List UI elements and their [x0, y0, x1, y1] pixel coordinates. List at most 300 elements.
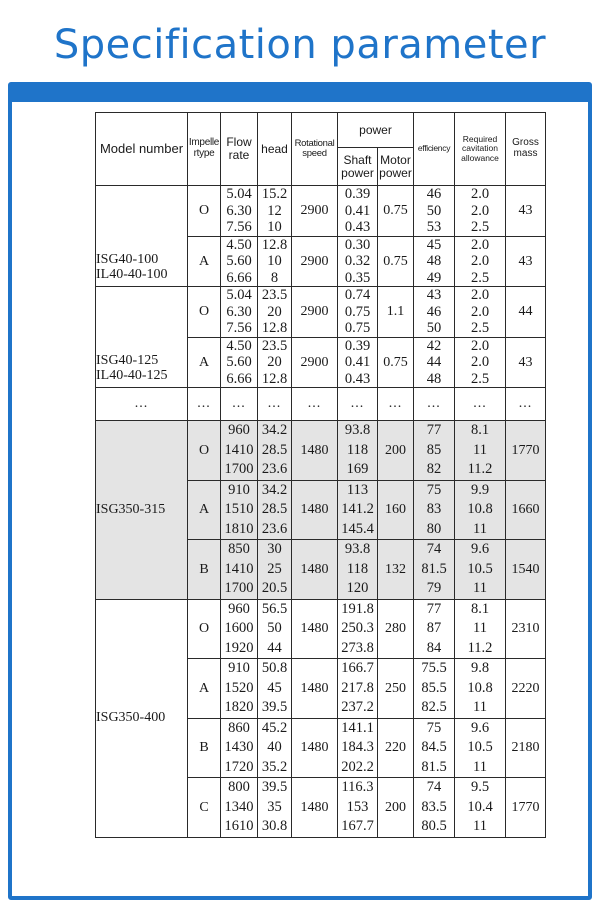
shaft-power-cell-value: 191.8	[341, 600, 374, 617]
head-cell	[258, 540, 292, 600]
header-model-number: Model number	[96, 113, 188, 186]
efficiency-cell-value: 82	[426, 461, 442, 477]
table-row	[96, 287, 546, 338]
impeller-type-cell: O	[188, 599, 221, 659]
flow-rate-cell-values	[221, 540, 257, 599]
cavitation-allowance-cell-value: 2.5	[470, 370, 490, 387]
header-rotational-speed: Rotational speed	[292, 113, 338, 186]
shaft-power-cell-values	[338, 719, 377, 778]
shaft-power-cell-value: 120	[346, 580, 369, 596]
cavitation-allowance-cell	[455, 718, 506, 778]
shaft-power-cell-value: 169	[346, 461, 369, 477]
shaft-power-cell-value: 118	[346, 560, 369, 577]
cavitation-allowance-cell-value: 2.5	[470, 269, 490, 286]
cavitation-allowance-cell-values	[455, 659, 505, 718]
model-number-text: ISG350-400	[96, 710, 166, 726]
gross-mass-cell: 1660	[506, 480, 546, 540]
shaft-power-cell	[338, 186, 378, 237]
head-cell	[258, 337, 292, 388]
rotational-speed-cell: 1480	[292, 421, 338, 481]
flow-rate-cell	[221, 236, 258, 287]
head-cell-value: 20	[267, 354, 282, 370]
flow-rate-cell-value: 6.66	[226, 370, 252, 387]
efficiency-cell	[414, 337, 455, 388]
flow-rate-cell-value: 1920	[224, 639, 254, 656]
gross-mass-cell: 2310	[506, 599, 546, 659]
head-cell	[258, 186, 292, 237]
flow-rate-cell	[221, 421, 258, 481]
head-cell-value: 23.5	[261, 287, 288, 303]
flow-rate-cell-value: 960	[228, 422, 250, 438]
flow-rate-cell	[221, 599, 258, 659]
cavitation-allowance-cell-value: 11	[473, 818, 487, 834]
head-cell-value: 12.8	[261, 370, 288, 387]
shaft-power-cell	[338, 421, 378, 481]
head-cell-value: 15.2	[261, 186, 288, 202]
efficiency-cell	[414, 236, 455, 287]
efficiency-cell-value: 84	[426, 639, 442, 656]
head-cell	[258, 778, 292, 838]
cavitation-allowance-cell-value: 10.5	[467, 560, 493, 577]
head-cell-value: 23.6	[261, 520, 288, 537]
shaft-power-cell-value: 0.30	[344, 236, 371, 253]
flow-rate-cell-value: 960	[228, 600, 250, 617]
flow-rate-cell	[221, 778, 258, 838]
rotational-speed-cell: 1480	[292, 659, 338, 719]
flow-rate-cell	[221, 337, 258, 388]
cavitation-allowance-cell-values	[455, 186, 505, 236]
flow-rate-cell-value: 7.56	[226, 320, 252, 336]
ellipsis-cell: ...	[258, 388, 292, 421]
cavitation-allowance-cell-value: 2.0	[470, 337, 490, 354]
cavitation-allowance-cell-value: 9.5	[470, 779, 490, 795]
flow-rate-cell-value: 1810	[224, 520, 254, 537]
cavitation-allowance-cell-values	[455, 540, 505, 599]
flow-rate-cell-value: 4.50	[226, 236, 252, 253]
head-cell-value: 10	[267, 253, 282, 269]
cavitation-allowance-cell-value: 2.5	[470, 320, 490, 336]
cavitation-allowance-cell-value: 2.0	[470, 354, 490, 370]
model-number-text: ISG40-100	[96, 251, 159, 267]
head-cell-values	[258, 481, 291, 540]
efficiency-cell	[414, 659, 455, 719]
efficiency-cell-values	[414, 287, 454, 337]
shaft-power-cell-value: 118	[346, 441, 369, 458]
head-cell-value: 39.5	[261, 699, 288, 715]
flow-rate-cell-value: 6.66	[226, 269, 252, 286]
head-cell-value: 50	[267, 620, 282, 636]
rotational-speed-cell: 2900	[292, 236, 338, 287]
shaft-power-cell	[338, 718, 378, 778]
model-number-cell	[96, 186, 188, 287]
gross-mass-cell: 2180	[506, 718, 546, 778]
flow-rate-cell-value: 5.60	[226, 354, 252, 370]
head-cell-value: 23.6	[261, 461, 288, 477]
flow-rate-cell-values	[221, 287, 257, 337]
head-cell-value: 20.5	[261, 580, 288, 596]
model-number-text: IL40-40-100	[96, 266, 168, 282]
cavitation-allowance-cell	[455, 186, 506, 237]
shaft-power-cell	[338, 236, 378, 287]
efficiency-cell	[414, 778, 455, 838]
ellipsis-cell: ...	[378, 388, 414, 421]
cavitation-allowance-cell	[455, 599, 506, 659]
head-cell-value: 8	[270, 269, 279, 286]
efficiency-cell-value: 48	[426, 370, 442, 387]
head-cell	[258, 236, 292, 287]
efficiency-cell-values	[414, 659, 454, 718]
flow-rate-cell-value: 910	[228, 660, 250, 676]
flow-rate-cell-value: 1410	[224, 560, 254, 577]
ellipsis-row	[96, 388, 546, 421]
efficiency-cell-value: 48	[426, 253, 442, 269]
rotational-speed-cell: 1480	[292, 718, 338, 778]
shaft-power-cell	[338, 659, 378, 719]
shaft-power-cell-value: 141.2	[341, 501, 374, 517]
efficiency-cell-value: 50	[426, 202, 442, 219]
efficiency-cell-value: 85.5	[421, 679, 447, 696]
shaft-power-cell	[338, 287, 378, 338]
shaft-power-cell-value: 0.39	[344, 337, 371, 354]
head-cell-value: 12.8	[261, 320, 288, 336]
cavitation-allowance-cell-value: 11	[473, 699, 487, 715]
rotational-speed-cell: 2900	[292, 287, 338, 338]
head-cell	[258, 287, 292, 338]
head-cell-value: 28.5	[261, 441, 288, 458]
flow-rate-cell-values	[221, 421, 257, 480]
shaft-power-cell-value: 273.8	[341, 639, 374, 656]
cavitation-allowance-cell-value: 11.2	[467, 461, 493, 477]
head-cell-value: 25	[267, 560, 282, 577]
ellipsis-cell: ...	[96, 388, 188, 421]
flow-rate-cell-value: 1700	[224, 461, 254, 477]
efficiency-cell-value: 80.5	[421, 818, 447, 834]
efficiency-cell-value: 81.5	[421, 560, 447, 577]
cavitation-allowance-cell-values	[455, 338, 505, 388]
head-cell-value: 28.5	[261, 501, 288, 517]
flow-rate-cell-value: 860	[228, 719, 250, 736]
flow-rate-cell-value: 4.50	[226, 337, 252, 354]
cavitation-allowance-cell-value: 10.8	[467, 679, 493, 696]
cavitation-allowance-cell-values	[455, 600, 505, 659]
shaft-power-cell-values	[338, 338, 377, 388]
shaft-power-cell-value: 141.1	[341, 719, 374, 736]
cavitation-allowance-cell-value: 9.6	[470, 719, 490, 736]
cavitation-allowance-cell-value: 11.2	[467, 639, 493, 656]
efficiency-cell-values	[414, 600, 454, 659]
cavitation-allowance-cell-value: 2.0	[470, 236, 490, 253]
cavitation-allowance-cell-value: 2.0	[470, 287, 490, 303]
flow-rate-cell	[221, 287, 258, 338]
efficiency-cell-value: 49	[426, 269, 442, 286]
shaft-power-cell-value: 116.3	[341, 779, 374, 795]
efficiency-cell	[414, 186, 455, 237]
rotational-speed-cell: 1480	[292, 778, 338, 838]
shaft-power-cell-value: 0.41	[344, 202, 371, 219]
shaft-power-cell-value: 237.2	[341, 699, 374, 715]
header-flow-rate: Flow rate	[221, 113, 258, 186]
flow-rate-cell-value: 1520	[224, 679, 254, 696]
ellipsis-cell: ...	[292, 388, 338, 421]
flow-rate-cell-value: 7.56	[226, 219, 252, 235]
cavitation-allowance-cell-values	[455, 719, 505, 778]
ellipsis-cell: ...	[221, 388, 258, 421]
header-head: head	[258, 113, 292, 186]
page-title: Specification parameter	[53, 22, 547, 68]
cavitation-allowance-cell	[455, 337, 506, 388]
cavitation-allowance-cell-value: 9.6	[470, 541, 490, 557]
efficiency-cell-value: 77	[426, 600, 442, 617]
header-motor-power: Motor power	[378, 148, 414, 186]
cavitation-allowance-cell-value: 2.5	[470, 219, 490, 235]
model-number-text: ISG350-315	[96, 502, 166, 518]
gross-mass-cell: 1770	[506, 778, 546, 838]
flow-rate-cell-value: 1820	[224, 699, 254, 715]
gross-mass-cell: 1770	[506, 421, 546, 481]
header-gross-mass: Gross mass	[506, 113, 546, 186]
model-number-text: ISG40-125	[96, 352, 159, 368]
cavitation-allowance-cell-value: 11	[473, 520, 487, 537]
shaft-power-cell	[338, 599, 378, 659]
header-power: power	[338, 113, 414, 148]
motor-power-cell: 200	[378, 421, 414, 481]
header-shaft-power: Shaft power	[338, 148, 378, 186]
shaft-power-cell-value: 0.43	[344, 219, 371, 235]
flow-rate-cell-values	[221, 778, 257, 837]
efficiency-cell-value: 83	[426, 501, 442, 517]
flow-rate-cell-value: 1720	[224, 758, 254, 775]
cavitation-allowance-cell-value: 2.0	[470, 186, 490, 202]
impeller-type-cell: A	[188, 480, 221, 540]
shaft-power-cell-value: 250.3	[341, 620, 374, 636]
motor-power-cell: 1.1	[378, 287, 414, 338]
efficiency-cell	[414, 421, 455, 481]
flow-rate-cell-value: 5.60	[226, 253, 252, 269]
shaft-power-cell-values	[338, 186, 377, 236]
flow-rate-cell-value: 5.04	[226, 287, 252, 303]
shaft-power-cell	[338, 540, 378, 600]
impeller-type-cell: A	[188, 337, 221, 388]
shaft-power-cell	[338, 337, 378, 388]
head-cell-values	[258, 719, 291, 778]
flow-rate-cell	[221, 659, 258, 719]
flow-rate-cell-value: 1340	[224, 798, 254, 815]
head-cell-value: 40	[267, 739, 282, 755]
efficiency-cell-value: 77	[426, 422, 442, 438]
flow-rate-cell-value: 800	[228, 779, 250, 795]
table-row	[96, 186, 546, 237]
cavitation-allowance-cell-value: 10.5	[467, 739, 493, 755]
head-cell-values	[258, 659, 291, 718]
cavitation-allowance-cell-values	[455, 237, 505, 287]
flow-rate-cell-value: 1430	[224, 739, 254, 755]
flow-rate-cell-values	[221, 481, 257, 540]
efficiency-cell-value: 43	[426, 287, 442, 303]
motor-power-cell: 220	[378, 718, 414, 778]
shaft-power-cell-value: 0.75	[344, 303, 371, 320]
efficiency-cell-values	[414, 719, 454, 778]
cavitation-allowance-cell-value: 2.0	[470, 303, 490, 320]
ellipsis-cell: ...	[414, 388, 455, 421]
impeller-type-cell: B	[188, 540, 221, 600]
cavitation-allowance-cell-value: 11	[473, 620, 487, 636]
head-cell-value: 35.2	[261, 758, 288, 775]
shaft-power-cell-values	[338, 540, 377, 599]
shaft-power-cell-value: 202.2	[341, 758, 374, 775]
efficiency-cell-value: 50	[426, 320, 442, 336]
efficiency-cell	[414, 718, 455, 778]
shaft-power-cell	[338, 778, 378, 838]
ellipsis-cell: ...	[506, 388, 546, 421]
efficiency-cell	[414, 599, 455, 659]
flow-rate-cell-value: 1700	[224, 580, 254, 596]
head-cell	[258, 659, 292, 719]
flow-rate-cell	[221, 718, 258, 778]
impeller-type-cell: O	[188, 421, 221, 481]
flow-rate-cell-value: 1600	[224, 620, 254, 636]
header-impeller-type: Impelle rtype	[188, 113, 221, 186]
gross-mass-cell: 43	[506, 236, 546, 287]
shaft-power-cell-value: 0.39	[344, 186, 371, 202]
flow-rate-cell-value: 910	[228, 481, 250, 498]
ellipsis-cell: ...	[455, 388, 506, 421]
shaft-power-cell-value: 0.75	[344, 320, 371, 336]
header-efficiency: efficiency	[414, 113, 455, 186]
cavitation-allowance-cell-value: 8.1	[470, 600, 490, 617]
efficiency-cell-value: 80	[426, 520, 442, 537]
impeller-type-cell: A	[188, 659, 221, 719]
rotational-speed-cell: 1480	[292, 599, 338, 659]
cavitation-allowance-cell-value: 11	[473, 580, 487, 596]
cavitation-allowance-cell	[455, 421, 506, 481]
cavitation-allowance-cell	[455, 287, 506, 338]
shaft-power-cell-value: 217.8	[341, 679, 374, 696]
gross-mass-cell: 44	[506, 287, 546, 338]
efficiency-cell-value: 84.5	[421, 739, 447, 755]
efficiency-cell-values	[414, 540, 454, 599]
efficiency-cell	[414, 287, 455, 338]
head-cell-value: 56.5	[261, 600, 288, 617]
head-cell-value: 12	[267, 202, 282, 219]
cavitation-allowance-cell-value: 11	[473, 758, 487, 775]
shaft-power-cell-values	[338, 778, 377, 837]
efficiency-cell-values	[414, 338, 454, 388]
flow-rate-cell-value: 850	[228, 541, 250, 557]
shaft-power-cell-value: 184.3	[341, 739, 374, 755]
table-row	[96, 421, 546, 481]
cavitation-allowance-cell-value: 8.1	[470, 422, 490, 438]
shaft-power-cell-value: 145.4	[341, 520, 374, 537]
head-cell-value: 44	[267, 639, 282, 656]
shaft-power-cell-values	[338, 237, 377, 287]
shaft-power-cell-value: 113	[346, 481, 369, 498]
ellipsis-cell: ...	[338, 388, 378, 421]
motor-power-cell: 0.75	[378, 186, 414, 237]
head-cell-value: 34.2	[261, 481, 288, 498]
shaft-power-cell-value: 93.8	[344, 422, 371, 438]
head-cell-value: 50.8	[261, 660, 288, 676]
head-cell-values	[258, 600, 291, 659]
head-cell-values	[258, 421, 291, 480]
model-number-cell	[96, 287, 188, 388]
flow-rate-cell-values	[221, 719, 257, 778]
motor-power-cell: 200	[378, 778, 414, 838]
head-cell-value: 45	[267, 679, 282, 696]
cavitation-allowance-cell-values	[455, 778, 505, 837]
efficiency-cell	[414, 540, 455, 600]
header-required-cavitation-allowance: Required cavitation allowance	[455, 113, 506, 186]
cavitation-allowance-cell-value: 10.8	[467, 501, 493, 517]
gross-mass-cell: 43	[506, 186, 546, 237]
cavitation-allowance-cell-value: 9.9	[470, 481, 490, 498]
cavitation-allowance-cell	[455, 659, 506, 719]
efficiency-cell-value: 45	[426, 236, 442, 253]
shaft-power-cell-values	[338, 287, 377, 337]
head-cell-values	[258, 338, 291, 388]
head-cell-value: 34.2	[261, 422, 288, 438]
flow-rate-cell-value: 5.04	[226, 186, 252, 202]
rotational-speed-cell: 2900	[292, 337, 338, 388]
head-cell	[258, 421, 292, 481]
efficiency-cell-values	[414, 778, 454, 837]
cavitation-allowance-cell	[455, 236, 506, 287]
head-cell-values	[258, 186, 291, 236]
efficiency-cell-value: 75.5	[421, 660, 447, 676]
cavitation-allowance-cell-value: 2.0	[470, 202, 490, 219]
efficiency-cell-value: 81.5	[421, 758, 447, 775]
shaft-power-cell-value: 0.43	[344, 370, 371, 387]
model-number-text: IL40-40-125	[96, 367, 168, 383]
flow-rate-cell-values	[221, 186, 257, 236]
shaft-power-cell-value: 167.7	[341, 818, 374, 834]
shaft-power-cell-value: 0.74	[344, 287, 371, 303]
rotational-speed-cell: 2900	[292, 186, 338, 237]
head-cell	[258, 718, 292, 778]
specification-table	[95, 112, 546, 838]
efficiency-cell-value: 46	[426, 303, 442, 320]
motor-power-cell: 0.75	[378, 337, 414, 388]
flow-rate-cell-value: 1610	[224, 818, 254, 834]
gross-mass-cell: 2220	[506, 659, 546, 719]
head-cell-value: 20	[267, 303, 282, 320]
shaft-power-cell-values	[338, 600, 377, 659]
cavitation-allowance-cell-value: 9.8	[470, 660, 490, 676]
cavitation-allowance-cell	[455, 480, 506, 540]
motor-power-cell: 0.75	[378, 236, 414, 287]
flow-rate-cell-values	[221, 600, 257, 659]
efficiency-cell-value: 75	[426, 719, 442, 736]
head-cell-value: 23.5	[261, 337, 288, 354]
efficiency-cell-values	[414, 481, 454, 540]
gross-mass-cell: 1540	[506, 540, 546, 600]
rotational-speed-cell: 1480	[292, 540, 338, 600]
shaft-power-cell-values	[338, 421, 377, 480]
head-cell-value: 39.5	[261, 779, 288, 795]
head-cell	[258, 480, 292, 540]
shaft-power-cell-value: 93.8	[344, 541, 371, 557]
efficiency-cell-values	[414, 186, 454, 236]
cavitation-allowance-cell-values	[455, 421, 505, 480]
efficiency-cell-value: 74	[426, 779, 442, 795]
flow-rate-cell	[221, 480, 258, 540]
head-cell	[258, 599, 292, 659]
head-cell-value: 35	[267, 798, 282, 815]
efficiency-cell-value: 42	[426, 337, 442, 354]
model-number-cell	[96, 599, 188, 837]
efficiency-cell-value: 83.5	[421, 798, 447, 815]
head-cell-value: 10	[267, 219, 282, 235]
efficiency-cell-values	[414, 237, 454, 287]
